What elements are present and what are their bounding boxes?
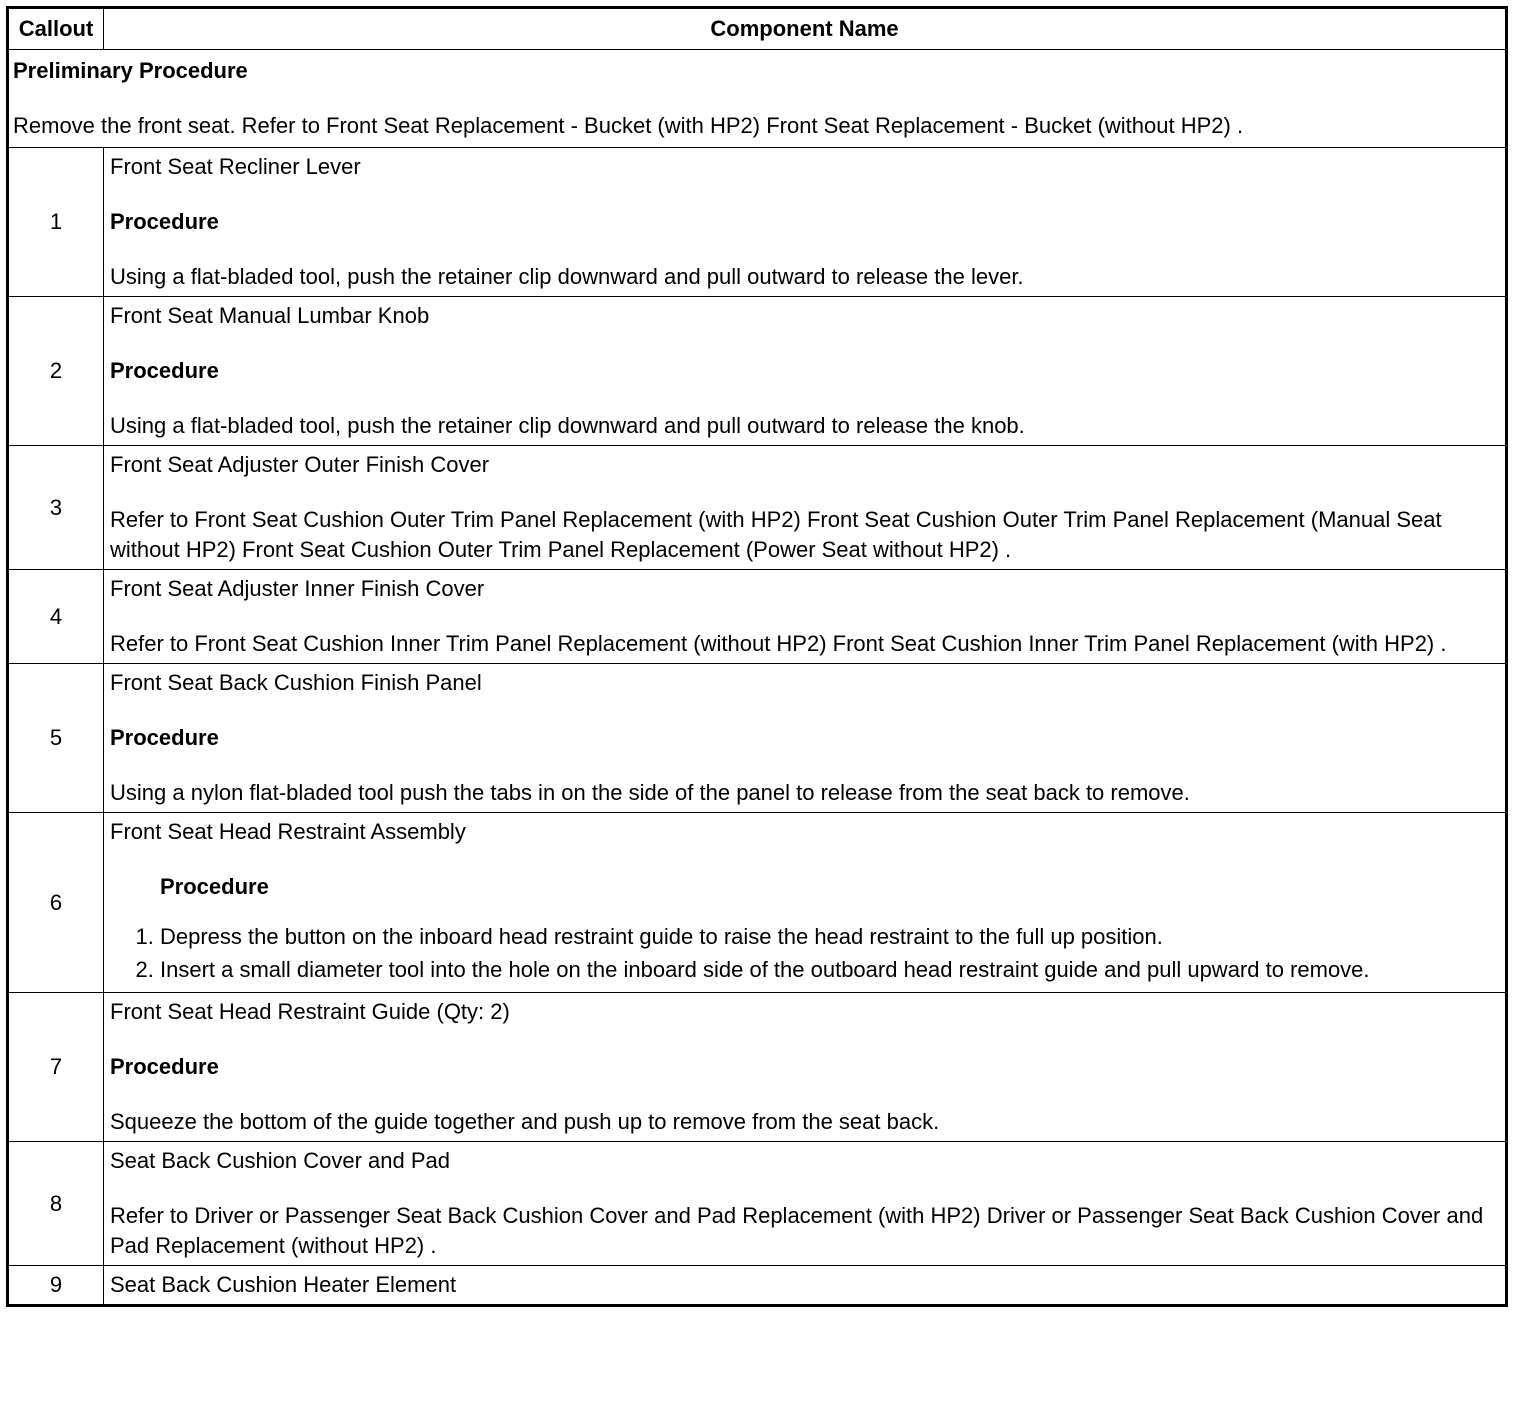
component-name: Front Seat Back Cushion Finish Panel — [110, 670, 482, 695]
component-cell — [104, 297, 1507, 446]
procedure-text: Using a nylon flat-bladed tool push the tabs in on the side of the panel to release from the seat back to remove. — [110, 780, 1190, 805]
component-cell — [104, 148, 1507, 297]
callout-number: 9 — [8, 1266, 104, 1306]
reference-text: Refer to Driver or Passenger Seat Back Cushion Cover and Pad Replacement (with HP2) Driver or Passenger Seat Back Cushion Cover and Pad Replacement (without HP2) . — [110, 1203, 1484, 1258]
component-cell — [104, 570, 1507, 664]
component-cell — [104, 446, 1507, 570]
table-row — [8, 664, 1507, 813]
callout-number: 6 — [8, 813, 104, 993]
callout-number: 8 — [8, 1142, 104, 1266]
table-header-row — [8, 8, 1507, 50]
procedure-text: Squeeze the bottom of the guide together and push up to remove from the seat back. — [110, 1109, 940, 1134]
callout-number: 1 — [8, 148, 104, 297]
component-cell — [104, 1142, 1507, 1266]
component-name: Front Seat Head Restraint Assembly — [110, 819, 466, 844]
callout-number: 3 — [8, 446, 104, 570]
component-cell — [104, 1266, 1507, 1306]
reference-text: Refer to Front Seat Cushion Outer Trim Panel Replacement (with HP2) Front Seat Cushion Outer Trim Panel Replacement (Manual Seat without HP2) Front Seat Cushion Outer Trim Panel Replacement (Power Seat without HP2) . — [110, 507, 1442, 562]
callout-number: 5 — [8, 664, 104, 813]
procedure-label: Procedure — [160, 874, 269, 899]
callout-number: 4 — [8, 570, 104, 664]
callout-number: 7 — [8, 993, 104, 1142]
component-cell — [104, 813, 1507, 993]
procedure-text: Using a flat-bladed tool, push the retainer clip downward and pull outward to release the lever. — [110, 264, 1024, 289]
component-name-header: Component Name — [104, 8, 1507, 50]
procedure-text: Using a flat-bladed tool, push the retainer clip downward and pull outward to release the knob. — [110, 413, 1025, 438]
table-row — [8, 446, 1507, 570]
component-name: Seat Back Cushion Cover and Pad — [110, 1148, 450, 1173]
table-row — [8, 148, 1507, 297]
preliminary-row — [8, 50, 1507, 148]
procedure-steps — [110, 922, 1499, 985]
component-name: Front Seat Manual Lumbar Knob — [110, 303, 430, 328]
procedure-step: 2. Insert a small diameter tool into the hole on the inboard side of the outboard head restraint guide and pull upward to remove. — [160, 955, 1499, 985]
callout-number: 2 — [8, 297, 104, 446]
component-cell — [104, 664, 1507, 813]
procedure-label: Procedure — [110, 358, 219, 383]
reference-text: Refer to Front Seat Cushion Inner Trim Panel Replacement (without HP2) Front Seat Cushion Inner Trim Panel Replacement (with HP2) . — [110, 631, 1447, 656]
component-table — [6, 6, 1508, 1307]
table-row — [8, 297, 1507, 446]
procedure-label: Procedure — [110, 725, 219, 750]
preliminary-cell — [8, 50, 1507, 148]
preliminary-text: Remove the front seat. Refer to Front Seat Replacement - Bucket (with HP2) Front Seat Replacement - Bucket (without HP2) . — [13, 113, 1244, 138]
procedure-label: Procedure — [110, 1054, 219, 1079]
component-name: Seat Back Cushion Heater Element — [110, 1272, 457, 1297]
table-row — [8, 570, 1507, 664]
component-name: Front Seat Recliner Lever — [110, 154, 361, 179]
preliminary-title: Preliminary Procedure — [13, 58, 248, 83]
procedure-step: 1. Depress the button on the inboard head restraint guide to raise the head restraint to the full up position. — [160, 922, 1499, 952]
procedure-label: Procedure — [110, 209, 219, 234]
table-row — [8, 993, 1507, 1142]
component-name: Front Seat Head Restraint Guide (Qty: 2) — [110, 999, 510, 1024]
component-cell — [104, 993, 1507, 1142]
table-row — [8, 1266, 1507, 1306]
table-row — [8, 813, 1507, 993]
component-name: Front Seat Adjuster Inner Finish Cover — [110, 576, 485, 601]
table-row — [8, 1142, 1507, 1266]
callout-header: Callout — [8, 8, 104, 50]
component-name: Front Seat Adjuster Outer Finish Cover — [110, 452, 490, 477]
